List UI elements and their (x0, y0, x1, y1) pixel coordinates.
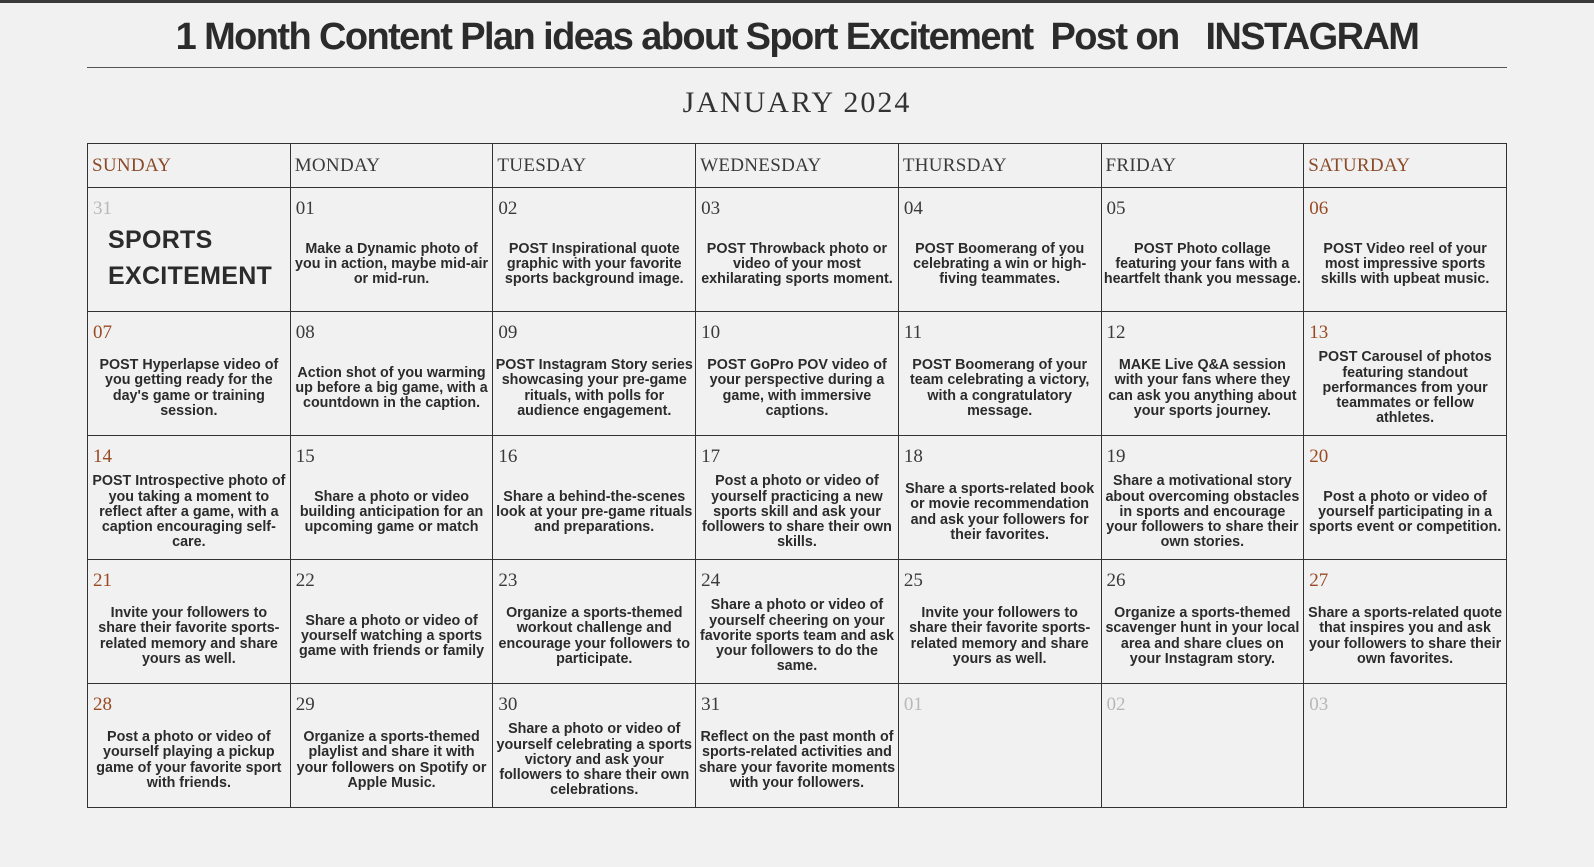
day-content-text: Share a photo or video of yourself watching a sports game with friends or family (299, 612, 485, 660)
weekday-wednesday: WEDNESDAY (696, 144, 899, 188)
weekday-friday: FRIDAY (1101, 144, 1304, 188)
day-number: 09 (498, 322, 518, 343)
day-content-text: Action shot of you warming up before a big game, with a countdown in the caption. (295, 364, 488, 412)
day-content (493, 350, 695, 427)
day-cell (898, 188, 1101, 312)
day-cell (88, 312, 291, 436)
day-cell (696, 560, 899, 684)
feature-label-line: EXCITEMENT (108, 262, 273, 290)
day-content (493, 598, 695, 675)
day-content (1102, 350, 1304, 427)
weekday-saturday: SATURDAY (1304, 144, 1507, 188)
day-number: 24 (701, 570, 721, 591)
day-number: 02 (498, 198, 518, 219)
day-content-text: MAKE Live Q&A session with your fans where they can ask you anything about your sports journey. (1108, 356, 1297, 419)
day-number: 05 (1106, 198, 1126, 219)
day-content-text: POST Boomerang of you celebrating a win or high-fiving teammates. (913, 240, 1087, 288)
day-content-text: POST Inspirational quote graphic with your favorite sports background image. (504, 240, 684, 288)
day-content (1304, 598, 1506, 675)
day-number: 25 (903, 570, 923, 591)
day-content (88, 474, 290, 551)
day-number: 30 (498, 694, 518, 715)
day-content (1304, 350, 1506, 427)
day-cell (290, 684, 493, 808)
day-number: 01 (903, 694, 923, 715)
day-cell (1101, 188, 1304, 312)
day-number: 23 (498, 570, 518, 591)
day-content-text: POST Introspective photo of you taking a moment to reflect after a game, with a caption encouraging self-care. (92, 473, 286, 551)
day-cell (696, 312, 899, 436)
day-cell (88, 684, 291, 808)
calendar-grid (87, 143, 1507, 808)
day-content (88, 722, 290, 799)
day-content-text: Invite your followers to share their favorite sports-related memory and share yours as well. (98, 604, 280, 667)
weekday-tuesday: TUESDAY (493, 144, 696, 188)
day-number: 27 (1309, 570, 1329, 591)
day-content-text: Share a sports-related book or movie recommendation and ask your followers for their favorites. (905, 480, 1095, 543)
day-content (696, 598, 898, 675)
day-number: 31 (93, 198, 112, 219)
day-number: 17 (701, 446, 721, 467)
day-content-text: Make a Dynamic photo of you in action, maybe mid-air or mid-run. (295, 240, 489, 288)
day-cell (290, 560, 493, 684)
day-cell (898, 684, 1101, 808)
day-content-text: Post a photo or video of yourself playing a pickup game of your favorite sport with friends. (96, 728, 282, 791)
day-content (88, 350, 290, 427)
day-number: 10 (701, 322, 721, 343)
day-cell (696, 188, 899, 312)
day-number: 16 (498, 446, 518, 467)
day-content-text: Post a photo or video of yourself practicing a new sports skill and ask your followers to share their own skills. (702, 473, 892, 551)
day-content (1102, 474, 1304, 551)
day-content-text: Post a photo or video of yourself participating in a sports event or competition. (1308, 488, 1502, 536)
day-cell (88, 188, 291, 312)
day-content (899, 226, 1101, 303)
day-number: 04 (903, 198, 923, 219)
day-content-text: POST Throwback photo or video of your most exhilarating sports moment. (701, 240, 893, 288)
day-cell (1304, 560, 1507, 684)
day-content (291, 598, 493, 675)
day-content-text: Organize a sports-themed scavenger hunt in your local area and share clues on your Instagram story. (1105, 604, 1300, 667)
day-number: 08 (295, 322, 315, 343)
day-content-text: POST Photo collage featuring your fans with a heartfelt thank you message. (1103, 240, 1301, 288)
day-number: 01 (295, 198, 315, 219)
day-cell (493, 312, 696, 436)
day-content-text: POST Instagram Story series showcasing your pre-game rituals, with polls for audience engagement. (495, 356, 693, 419)
day-cell (493, 560, 696, 684)
day-content (1304, 474, 1506, 551)
day-content (696, 474, 898, 551)
day-content-text: Reflect on the past month of sports-related activities and share your favorite moments with your followers. (698, 728, 896, 791)
day-cell (290, 312, 493, 436)
week-row (88, 188, 1507, 312)
page-title: 1 Month Content Plan ideas about Sport Excitement Post on INSTAGRAM (175, 16, 1419, 58)
day-content-text: POST Hyperlapse video of you getting ready for the day's game or training session. (99, 356, 279, 419)
day-content-text: Share a sports-related quote that inspires you and ask your followers to share their own favorites. (1308, 604, 1503, 667)
day-content-text: Share a photo or video of yourself celebrating a sports victory and ask your followers to share their own celebrations. (496, 721, 692, 799)
day-cell (1101, 684, 1304, 808)
day-cell (290, 436, 493, 560)
day-content-text: POST Carousel of photos featuring standout performances from your teammates or fellow athletes. (1318, 349, 1492, 427)
top-border (0, 0, 1594, 3)
day-content (1304, 226, 1506, 303)
day-number: 02 (1106, 694, 1126, 715)
day-content (1102, 598, 1304, 675)
day-content (493, 226, 695, 303)
day-cell (1101, 560, 1304, 684)
day-cell (696, 436, 899, 560)
day-content (291, 350, 493, 427)
day-content-text: Share a photo or video of yourself cheering on your favorite sports team and ask your followers to do the same. (700, 597, 894, 675)
day-content-text: POST GoPro POV video of your perspective during a game, with immersive captions. (707, 356, 887, 419)
day-content (899, 350, 1101, 427)
day-number: 18 (903, 446, 923, 467)
day-cell (88, 560, 291, 684)
feature-label (108, 222, 272, 294)
day-number: 12 (1106, 322, 1126, 343)
day-number: 31 (701, 694, 721, 715)
day-content (696, 350, 898, 427)
weekday-monday: MONDAY (290, 144, 493, 188)
week-row (88, 436, 1507, 560)
day-content (1102, 226, 1304, 303)
title-divider (87, 67, 1507, 68)
day-cell (1101, 312, 1304, 436)
day-content (493, 474, 695, 551)
day-number: 22 (295, 570, 315, 591)
day-content (88, 598, 290, 675)
feature-label-line: SPORTS (108, 226, 213, 254)
day-content (291, 226, 493, 303)
day-content-text: Share a photo or video building anticipation for an upcoming game or match (299, 488, 484, 536)
day-content-text: Share a behind-the-scenes look at your pre-game rituals and preparations. (496, 488, 693, 536)
day-number: 03 (701, 198, 721, 219)
day-content-text: Organize a sports-themed playlist and share it with your followers on Spotify or Apple Music. (296, 728, 487, 791)
day-number: 03 (1309, 694, 1329, 715)
day-cell (1101, 436, 1304, 560)
day-cell (1304, 188, 1507, 312)
month-heading: JANUARY 2024 (682, 86, 912, 119)
day-content-text: POST Video reel of your most impressive sports skills with upbeat music. (1320, 240, 1490, 288)
day-cell (696, 684, 899, 808)
week-row (88, 312, 1507, 436)
day-cell (290, 188, 493, 312)
day-content (696, 226, 898, 303)
day-cell (493, 188, 696, 312)
day-number: 11 (903, 322, 923, 343)
day-number: 07 (93, 322, 112, 343)
day-content (291, 474, 493, 551)
day-number: 19 (1106, 446, 1126, 467)
weekday-header-row (88, 144, 1507, 188)
day-content-text: Organize a sports-themed workout challenge and encourage your followers to participate. (498, 604, 690, 667)
day-number: 26 (1106, 570, 1126, 591)
day-content-text: Share a motivational story about overcoming obstacles in sports and encourage your followers to share their own stories. (1105, 473, 1300, 551)
day-cell (1304, 312, 1507, 436)
day-cell (88, 436, 291, 560)
day-cell (1304, 436, 1507, 560)
weekday-thursday: THURSDAY (898, 144, 1101, 188)
day-number: 06 (1309, 198, 1329, 219)
day-cell (493, 684, 696, 808)
day-content-text: POST Boomerang of your team celebrating a victory, with a congratulatory message. (910, 356, 1090, 419)
day-number: 14 (93, 446, 112, 467)
week-row (88, 560, 1507, 684)
day-content (291, 722, 493, 799)
day-cell (898, 560, 1101, 684)
day-number: 21 (93, 570, 112, 591)
day-content (899, 598, 1101, 675)
day-number: 15 (295, 446, 315, 467)
day-number: 29 (295, 694, 315, 715)
day-cell (1304, 684, 1507, 808)
week-row (88, 684, 1507, 808)
day-content (899, 474, 1101, 551)
weekday-sunday: SUNDAY (88, 144, 291, 188)
day-number: 28 (93, 694, 112, 715)
day-content-text: Invite your followers to share their favorite sports-related memory and share yours as well. (909, 604, 1091, 667)
day-cell (898, 312, 1101, 436)
day-content (696, 722, 898, 799)
day-cell (493, 436, 696, 560)
day-number: 13 (1309, 322, 1329, 343)
day-cell (898, 436, 1101, 560)
day-number: 20 (1309, 446, 1329, 467)
day-content (493, 722, 695, 799)
